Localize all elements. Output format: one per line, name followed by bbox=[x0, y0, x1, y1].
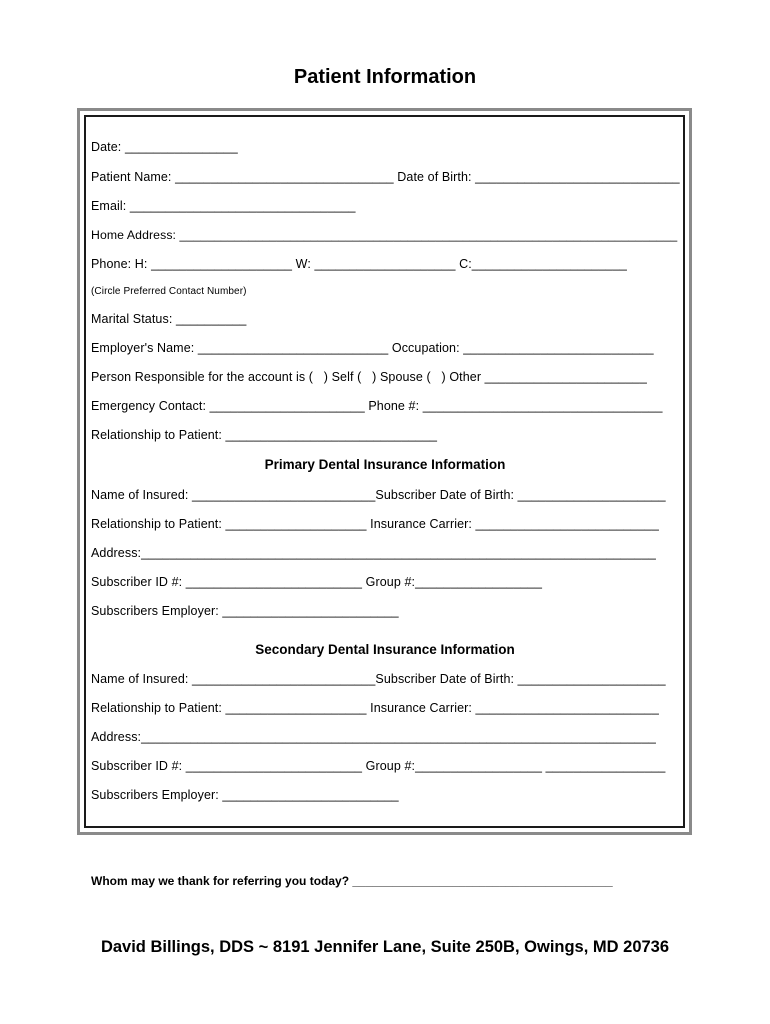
referral-field[interactable]: Whom may we thank for referring you today? _______________________________________ bbox=[91, 874, 613, 888]
secondary-address-field[interactable]: Address:_________________________________________________________________________ bbox=[91, 730, 656, 744]
patient-name-dob-field[interactable]: Patient Name: _______________________________ Date of Birth: _____________________________ bbox=[91, 170, 680, 184]
secondary-subscriber-id-field[interactable]: Subscriber ID #: _________________________ Group #:__________________ _________________ bbox=[91, 759, 666, 773]
responsible-party-field[interactable]: Person Responsible for the account is ( ) Self ( ) Spouse ( ) Other _______________________ bbox=[91, 370, 647, 384]
primary-subscriber-id-field[interactable]: Subscriber ID #: _________________________ Group #:__________________ bbox=[91, 575, 543, 589]
contact-note: (Circle Preferred Contact Number) bbox=[91, 286, 247, 297]
secondary-employer-field[interactable]: Subscribers Employer: _________________________ bbox=[91, 788, 399, 802]
relationship-field[interactable]: Relationship to Patient: ______________________________ bbox=[91, 428, 438, 442]
practice-address-footer: David Billings, DDS ~ 8191 Jennifer Lane, Suite 250B, Owings, MD 20736 bbox=[100, 938, 670, 956]
date-field[interactable]: Date: ________________ bbox=[91, 140, 238, 154]
home-address-field[interactable]: Home Address: ________________________________________________________________________ bbox=[91, 228, 678, 242]
secondary-relationship-field[interactable]: Relationship to Patient: ____________________ Insurance Carrier: __________________________ bbox=[91, 701, 659, 715]
employer-occupation-field[interactable]: Employer's Name: ___________________________ Occupation: ___________________________ bbox=[91, 341, 654, 355]
phone-field[interactable]: Phone: H: ____________________ W: ____________________ C:______________________ bbox=[91, 257, 627, 271]
email-field[interactable]: Email: ________________________________ bbox=[91, 199, 356, 213]
emergency-contact-field[interactable]: Emergency Contact: ______________________ Phone #: __________________________________ bbox=[91, 399, 663, 413]
secondary-insured-field[interactable]: Name of Insured: __________________________Subscriber Date of Birth: _____________________ bbox=[91, 672, 666, 686]
primary-relationship-field[interactable]: Relationship to Patient: ____________________ Insurance Carrier: __________________________ bbox=[91, 517, 659, 531]
primary-address-field[interactable]: Address:_________________________________________________________________________ bbox=[91, 546, 656, 560]
primary-insured-field[interactable]: Name of Insured: __________________________Subscriber Date of Birth: _____________________ bbox=[91, 488, 666, 502]
secondary-insurance-heading: Secondary Dental Insurance Information bbox=[255, 642, 515, 657]
primary-insurance-heading: Primary Dental Insurance Information bbox=[264, 457, 506, 472]
primary-employer-field[interactable]: Subscribers Employer: _________________________ bbox=[91, 604, 399, 618]
page-title: Patient Information bbox=[293, 66, 477, 88]
marital-status-field[interactable]: Marital Status: __________ bbox=[91, 312, 247, 326]
